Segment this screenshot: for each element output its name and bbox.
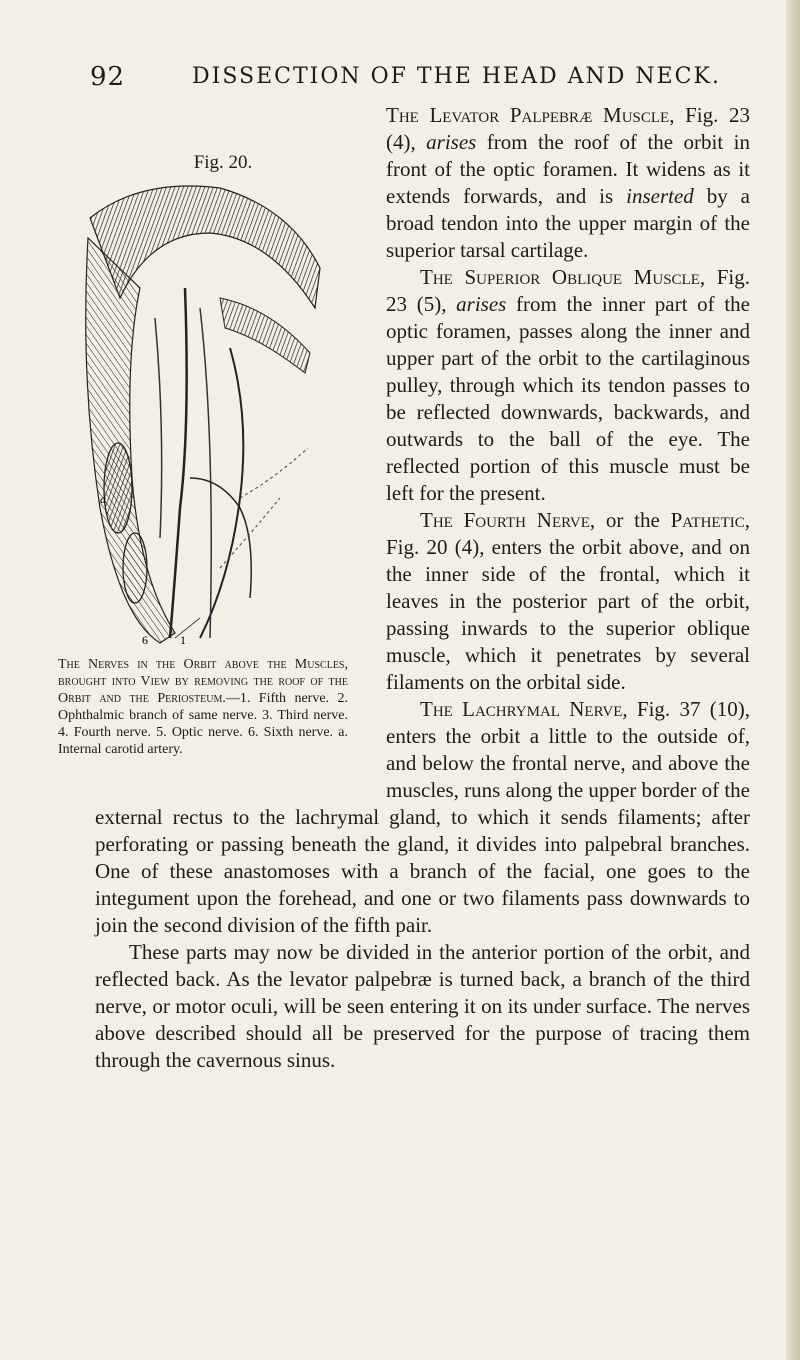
heading-superior-oblique: The Superior Oblique Muscle, [420, 265, 706, 289]
text-span: Fig. 20 (4), enters the orbit above, and on the inner side of the frontal, which it leaves in the posterior part of the orbit, passing inwards to the superior oblique muscle, which it penetrates by several filaments on the orbital side. [386, 535, 750, 694]
text-span: inserted [626, 184, 694, 208]
paragraph-dividing-parts: These parts may now be divided in the anterior portion of the orbit, and reflected back. As the levator palpebræ is turned back, a branch of the third nerve, or motor oculi, will be seen entering it on its under surface. The nerves above described should all be preserved for the purpose of tracing them through the cavernous sinus. [95, 940, 750, 1072]
text-span: Fig. 37 (10), enters the orbit a little to the outside of, and below the frontal nerve, and above the muscles, runs along the upper border of the external rectus to the lachrymal gland, to which it sends filaments; after perforating or passing beneath the gland, it divides into palpebral branches. One of these anastomoses with a branch of the facial, one goes to the integument upon the forehead, and one or two filaments pass downwards to join the second division of the fifth pair. [95, 697, 750, 937]
text-span: arises [456, 292, 507, 316]
caption-body: —1. Fifth nerve. 2. Ophthalmic branch of same nerve. 3. Third nerve. 4. Fourth nerve. 5. Optic nerve. 6. Sixth nerve. a. Internal carotid artery. [58, 691, 348, 757]
caption-title: The Nerves in the Orbit above the Muscles, brought into View by removing the roof of the Orbit and the Periosteum. [58, 657, 348, 706]
heading-fourth-nerve: The Fourth Nerve, [420, 508, 596, 532]
figure-label: Fig. 20. [193, 152, 253, 173]
page-number: 92 [90, 62, 126, 92]
art-label-a: a [100, 492, 106, 506]
heading-levator: The Levator Palpebræ Muscle, [386, 103, 675, 127]
text-span: by a broad tendon into the upper margin of the superior tarsal cartilage. [386, 184, 750, 262]
page-edge [786, 0, 800, 1360]
body-text [95, 102, 750, 1074]
text-span: Fig. 23 (5), [386, 265, 751, 316]
heading-lachrymal-nerve: The Lachrymal Nerve, [420, 697, 628, 721]
figure-float-space [58, 102, 378, 802]
text-span: from the inner part of the optic foramen, passes along the inner and upper part of the orbit to the cartilaginous pulley, through which its tendon passes to be reflected downwards, backwards, and outwards to the ball of the eye. The reflected portion of this muscle must be left for the present. [386, 292, 750, 505]
text-span: Fig. 23 (4), [386, 103, 750, 154]
text-span: from the roof of the orbit in front of the optic foramen. It widens as it extends forwards, and is [386, 130, 750, 208]
text-span: or the [595, 508, 671, 532]
art-label-6: 6 [142, 633, 148, 647]
text-span: Pathetic, [670, 508, 750, 532]
art-label-1: 1 [180, 633, 186, 647]
running-title: DISSECTION OF THE HEAD AND NECK. [192, 64, 721, 89]
text-span: arises [426, 130, 477, 154]
